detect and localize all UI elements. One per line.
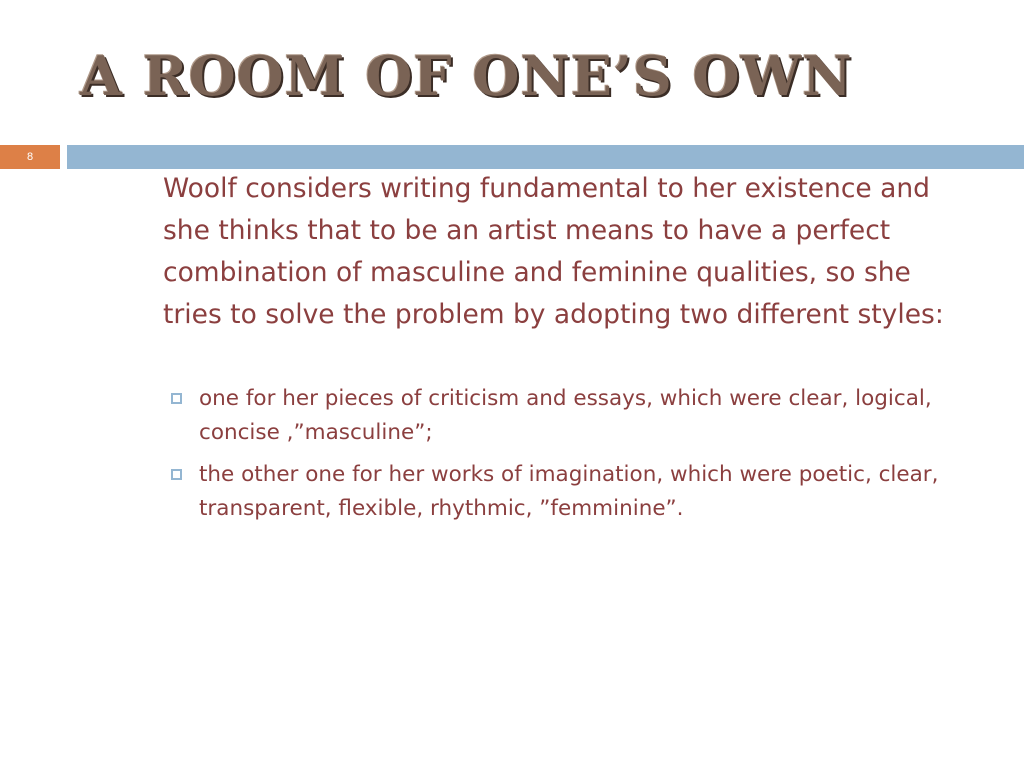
bullet-list bbox=[163, 382, 953, 526]
list-item bbox=[163, 458, 939, 526]
list-item bbox=[163, 382, 939, 450]
slide-content bbox=[163, 168, 953, 534]
bullet-text: one for her pieces of criticism and essays, which were clear, logical, concise ,”masculine”; bbox=[199, 386, 932, 445]
square-bullet-icon bbox=[171, 393, 182, 404]
square-bullet-icon bbox=[171, 469, 182, 480]
bullet-text: the other one for her works of imagination, which were poetic, clear, transparent, flexible, rhythmic, ”femminine”. bbox=[199, 462, 939, 521]
slide-title: A ROOM OF ONE’S OWN bbox=[80, 44, 853, 108]
slide-number: 8 bbox=[26, 151, 34, 163]
header-accent-bar bbox=[67, 145, 1024, 169]
intro-paragraph: Woolf considers writing fundamental to her existence and she thinks that to be an artist means to have a perfect combination of masculine and feminine qualities, so she tries to solve the problem by adopting two different styles: bbox=[163, 173, 944, 330]
